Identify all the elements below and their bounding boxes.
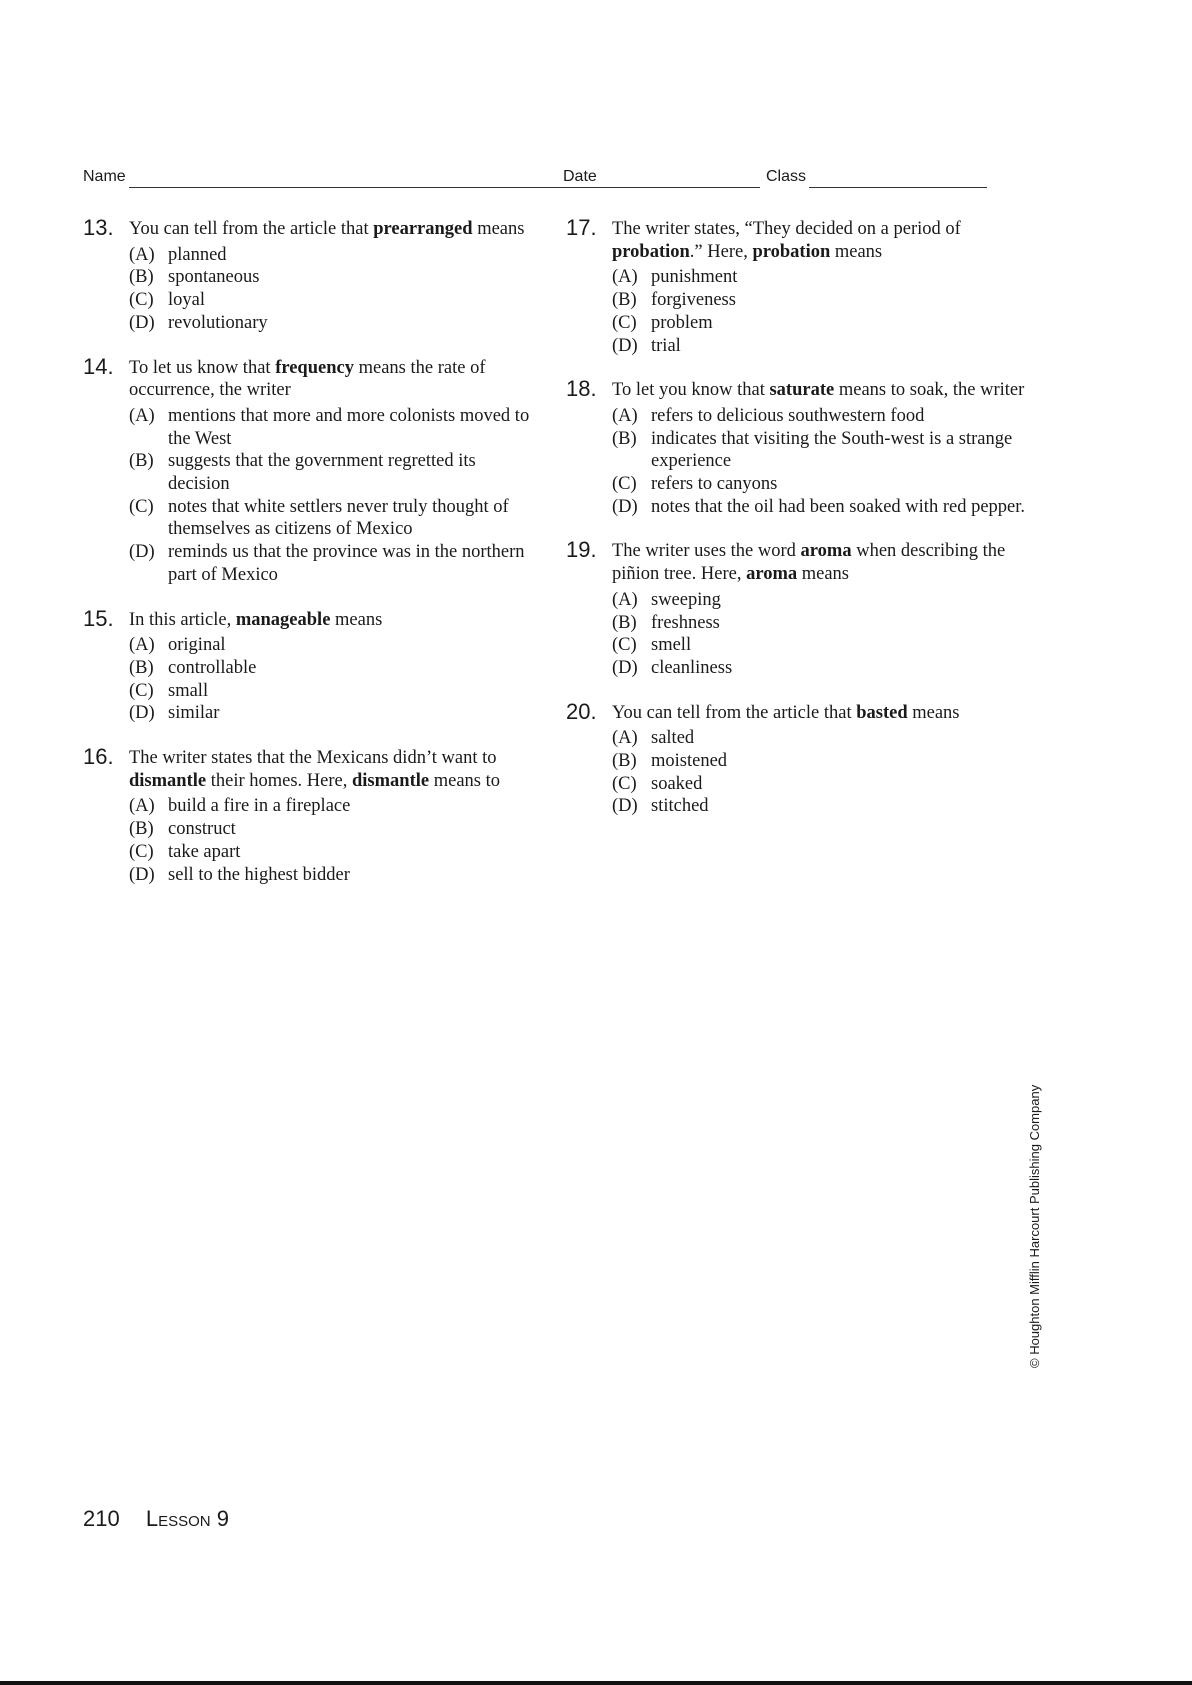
answer-option[interactable] [129,496,533,541]
option-letter: (C) [612,474,637,495]
question-number: 15. [83,605,114,631]
stem-text: means [472,219,525,239]
option-letter: (C) [129,290,154,311]
option-text: salted [651,728,695,749]
vocabulary-word: manageable [235,609,331,630]
answer-option[interactable] [129,266,533,289]
option-text: refers to delicious southwestern food [651,405,925,426]
option-letter: (B) [129,451,154,472]
option-text: spontaneous [168,267,260,288]
answer-option[interactable] [612,612,1026,635]
answer-options [612,266,1026,357]
copyright-notice: © Houghton Mifflin Harcourt Publishing Company [1027,1084,1042,1368]
answer-option[interactable] [612,795,1026,818]
option-text: small [168,680,209,701]
answer-option[interactable] [612,266,1026,289]
option-text: indicates that visiting the South-west is a strange experience [651,428,1013,472]
vocabulary-word: probation [612,241,690,262]
answer-option[interactable] [129,244,533,267]
left-column [83,215,533,908]
option-letter: (A) [129,244,155,265]
class-label: Class [766,168,807,185]
option-letter: (C) [129,841,154,862]
stem-text: To let us know that [129,357,276,378]
option-text: smell [651,635,692,656]
option-letter: (B) [129,267,154,288]
question-number: 14. [83,353,114,379]
answer-option[interactable] [129,634,533,657]
answer-option[interactable] [612,405,1026,428]
stem-text: means [330,609,383,630]
answer-options [129,634,533,725]
option-letter: (C) [129,680,154,701]
answer-option[interactable] [129,312,533,335]
option-letter: (A) [612,589,638,610]
option-text: punishment [651,267,738,288]
question-stem [612,540,1026,585]
question-number: 20. [566,698,597,724]
date-blank[interactable] [602,187,760,188]
option-letter: (B) [612,290,637,311]
vocabulary-word: basted [856,702,908,723]
answer-option[interactable] [129,702,533,725]
answer-option[interactable] [129,818,533,841]
option-text: cleanliness [651,657,733,678]
question-19 [566,537,1026,679]
answer-option[interactable] [612,773,1026,796]
option-text: mentions that more and more colonists moved to the West [168,405,530,449]
answer-option[interactable] [129,841,533,864]
option-text: original [168,635,226,656]
vocabulary-word: aroma [746,564,798,585]
option-text: trial [651,335,681,356]
vocabulary-word: saturate [769,380,835,401]
stem-text: The writer states that the Mexicans didn’t want to [129,748,497,769]
answer-option[interactable] [612,727,1026,750]
stem-text: means [907,702,960,723]
question-stem [612,379,1026,402]
answer-option[interactable] [612,289,1026,312]
answer-option[interactable] [612,496,1026,519]
option-text: planned [168,244,227,265]
question-16 [83,744,533,886]
question-18 [566,376,1026,518]
answer-options [612,405,1026,519]
bottom-border [0,1681,1192,1685]
name-label: Name [83,168,126,185]
answer-options [129,795,533,886]
option-text: stitched [651,796,709,817]
vocabulary-word: dismantle [129,770,207,791]
option-text: moistened [651,751,728,772]
question-stem [129,609,533,632]
stem-text: their homes. Here, [206,770,352,791]
option-letter: (A) [612,728,638,749]
answer-option[interactable] [129,450,533,495]
question-stem [129,747,533,792]
question-15 [83,605,533,726]
stem-text: when describing the piñion tree. Here, [612,541,1006,585]
answer-option[interactable] [612,312,1026,335]
stem-text: The writer uses the word [612,541,801,562]
option-letter: (C) [612,635,637,656]
option-letter: (A) [612,405,638,426]
option-text: refers to canyons [651,474,778,495]
class-blank[interactable] [809,187,987,188]
option-text: soaked [651,773,703,794]
answer-options [129,244,533,335]
answer-option[interactable] [129,405,533,450]
question-stem [129,218,533,241]
vocabulary-word: frequency [275,357,354,378]
page-number: 210 [83,1506,120,1531]
stem-text: means to soak, the writer [834,380,1025,401]
option-text: revolutionary [168,312,268,333]
question-number: 13. [83,215,114,240]
answer-options [612,727,1026,818]
option-letter: (C) [612,773,637,794]
answer-option[interactable] [612,750,1026,773]
stem-text: .” Here, [689,241,753,262]
question-number: 18. [566,376,597,402]
answer-option[interactable] [129,864,533,887]
option-text: notes that the oil had been soaked with red pepper. [651,496,1026,517]
stem-text: means [830,241,883,262]
option-letter: (C) [129,496,154,517]
option-letter: (B) [612,428,637,449]
vocabulary-word: aroma [800,541,852,562]
option-letter: (D) [612,335,638,356]
option-letter: (D) [612,496,638,517]
question-number: 17. [566,215,597,240]
answer-option[interactable] [612,473,1026,496]
stem-text: The writer states, “They decided on a period of [612,219,961,239]
stem-text: means to [429,770,500,791]
question-stem [129,357,533,402]
option-text: reminds us that the province was in the northern part of Mexico [168,542,525,585]
answer-option[interactable] [612,335,1026,358]
student-info-header [83,168,988,192]
vocabulary-word: dismantle [352,770,430,791]
option-text: suggests that the government regretted its decision [168,451,476,495]
option-letter: (D) [129,703,155,724]
option-text: build a fire in a fireplace [168,796,351,817]
date-label: Date [563,168,597,185]
answer-option[interactable] [129,795,533,818]
stem-text: You can tell from the article that [129,219,374,239]
option-letter: (D) [612,796,638,817]
vocabulary-word: prearranged [373,219,473,239]
option-letter: (D) [129,542,155,563]
option-letter: (A) [129,796,155,817]
stem-text: In this article, [129,609,236,630]
option-letter: (D) [129,312,155,333]
page-footer [83,1506,229,1532]
option-text: sell to the highest bidder [168,864,350,885]
answer-option[interactable] [129,680,533,703]
option-letter: (D) [129,864,155,885]
answer-option[interactable] [612,589,1026,612]
question-14 [83,353,533,587]
option-letter: (C) [612,312,637,333]
option-letter: (A) [129,635,155,656]
answer-option[interactable] [129,657,533,680]
stem-text: means [797,564,850,585]
question-stem [612,218,1026,263]
lesson-label: Lesson 9 [145,1506,229,1531]
option-text: forgiveness [651,290,736,311]
question-13 [83,215,533,335]
option-text: freshness [651,612,720,633]
option-text: notes that white settlers never truly thought of themselves as citizens of Mexico [168,496,509,540]
option-text: problem [651,312,713,333]
stem-text: means the rate of occurrence, the writer [129,357,486,401]
stem-text: You can tell from the article that [612,702,857,723]
vocabulary-word: probation [752,241,831,262]
option-letter: (B) [612,612,637,633]
option-text: similar [168,703,220,724]
question-number: 16. [83,744,114,770]
answer-option[interactable] [612,657,1026,680]
option-letter: (A) [612,267,638,288]
option-text: controllable [168,657,257,678]
answer-option[interactable] [129,289,533,312]
name-blank[interactable] [129,187,634,188]
answer-option[interactable] [612,634,1026,657]
answer-option[interactable] [129,541,533,586]
question-number: 19. [566,537,597,563]
option-text: take apart [168,841,241,862]
stem-text: To let you know that [612,380,770,401]
option-letter: (D) [612,657,638,678]
question-stem [612,702,1026,725]
option-letter: (B) [129,657,154,678]
option-text: construct [168,819,236,840]
right-column [566,215,1026,840]
answer-option[interactable] [612,428,1026,473]
option-text: sweeping [651,589,721,610]
option-letter: (B) [612,751,637,772]
option-letter: (B) [129,819,154,840]
answer-options [129,405,533,587]
question-20 [566,698,1026,819]
option-text: loyal [168,290,205,311]
option-letter: (A) [129,405,155,426]
answer-options [612,589,1026,680]
question-17 [566,215,1026,357]
